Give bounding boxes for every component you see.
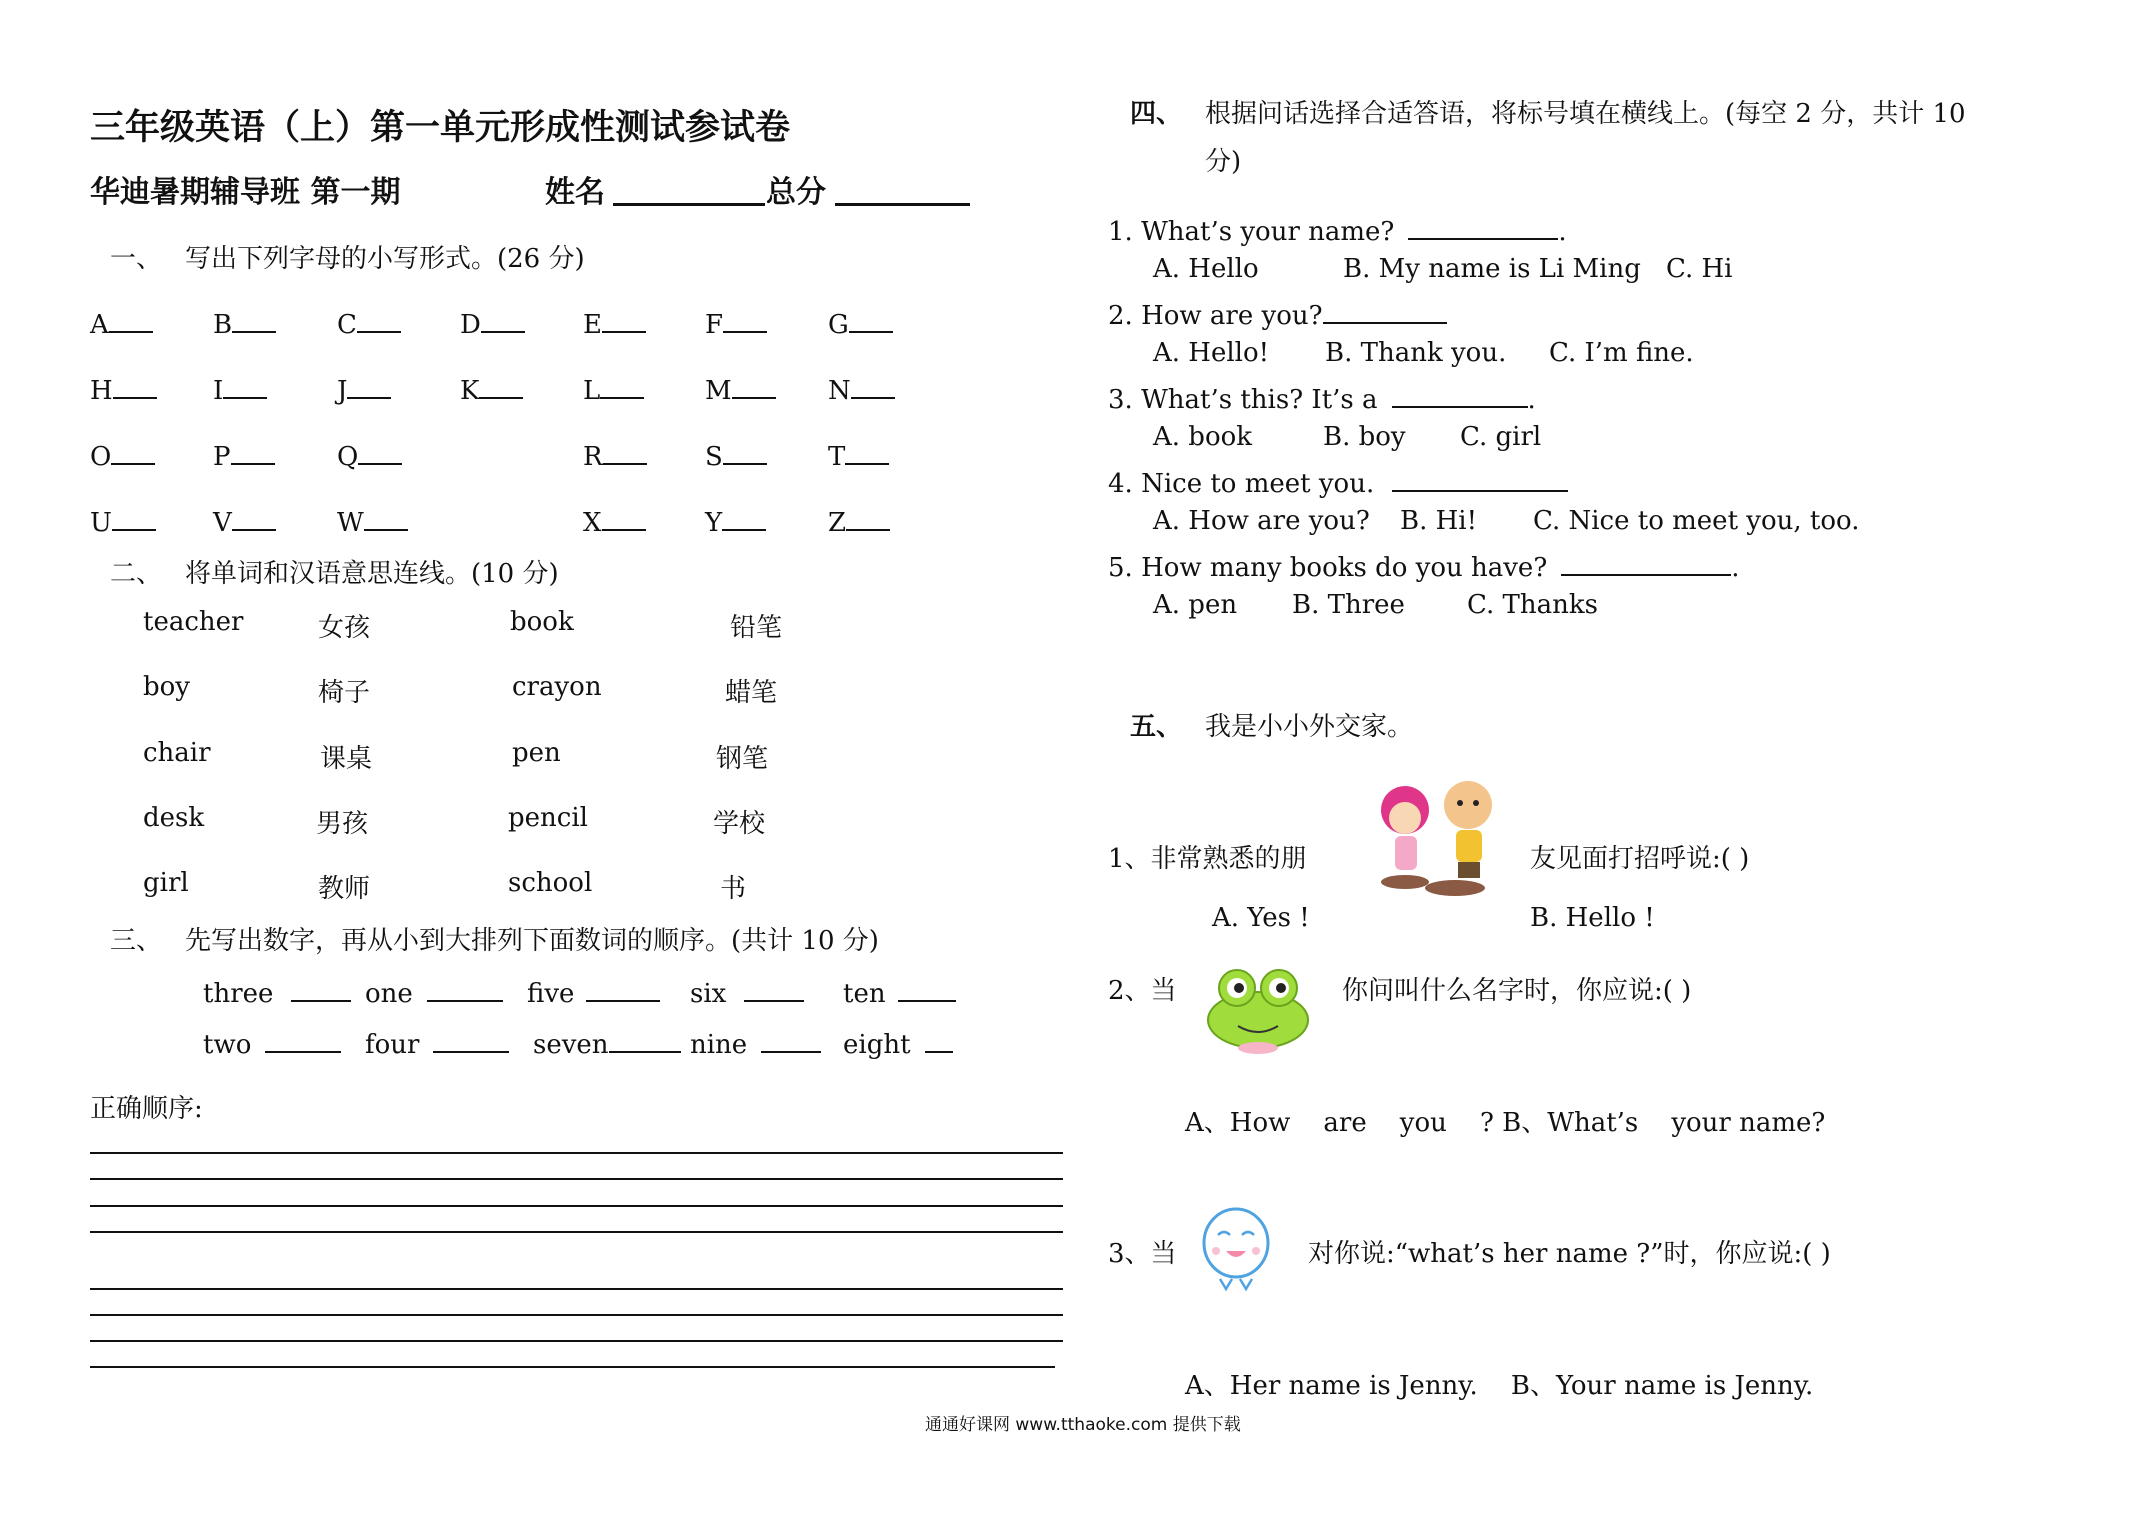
- section4-heading-1: 根据问话选择合适答语，将标号填在横线上。(每空 2 分，共计 10: [1205, 99, 1966, 129]
- letter-L: [583, 371, 644, 406]
- letter-blank[interactable]: [358, 437, 402, 465]
- letter-N: [828, 371, 895, 406]
- number-word: five: [527, 979, 575, 1009]
- match-word[interactable]: 课桌: [320, 744, 373, 774]
- match-word[interactable]: book: [510, 607, 574, 637]
- section3-heading: 先写出数字，再从小到大排列下面数词的顺序。(共计 10 分): [185, 926, 879, 956]
- number-word-item: [533, 1025, 681, 1060]
- section5-heading: 我是小小外交家。: [1205, 712, 1414, 742]
- letter-blank[interactable]: [364, 503, 408, 531]
- number-word: three: [203, 979, 274, 1009]
- q5-3-options: A、Her name is Jenny. B、Your name is Jenny.: [1185, 1371, 1814, 1401]
- letter-blank[interactable]: [481, 305, 525, 333]
- match-word[interactable]: pencil: [508, 803, 588, 833]
- answer-line-8[interactable]: [90, 1366, 1055, 1368]
- q4-2-text: 2. How are you?: [1108, 301, 1323, 331]
- letter-U: [90, 503, 156, 538]
- section2-heading: 将单词和汉语意思连线。(10 分): [185, 559, 559, 589]
- q5-1-text-b: 友见面打招呼说:( ): [1530, 844, 1750, 874]
- letter-P: [213, 437, 275, 472]
- match-word[interactable]: boy: [143, 672, 190, 702]
- q5-1-opt-b: B. Hello !: [1530, 903, 1655, 933]
- q4-3-opt-a: A. book: [1153, 422, 1253, 452]
- q4-5-opt-b: B. Three: [1292, 590, 1405, 620]
- answer-line-7[interactable]: [90, 1340, 1063, 1342]
- q4-5-opt-c: C. Thanks: [1467, 590, 1598, 620]
- letter-blank[interactable]: [723, 437, 767, 465]
- snow-character-image: [1196, 1195, 1276, 1295]
- letter-blank[interactable]: [223, 371, 267, 399]
- letter-label: M: [705, 376, 732, 406]
- number-blank[interactable]: [265, 1025, 341, 1053]
- q4-1-text: 1. What’s your name?: [1108, 217, 1395, 247]
- letter-blank[interactable]: [113, 371, 157, 399]
- q4-4-opt-c: C. Nice to meet you, too.: [1533, 506, 1860, 536]
- number-word-item: [843, 1025, 953, 1060]
- q4-5-opt-a: A. pen: [1153, 590, 1238, 620]
- number-word: one: [365, 979, 413, 1009]
- number-blank[interactable]: [609, 1025, 681, 1053]
- letter-blank[interactable]: [723, 305, 767, 333]
- letter-S: [705, 437, 767, 472]
- q4-2-blank[interactable]: [1323, 296, 1447, 324]
- letter-K: [460, 371, 523, 406]
- q4-3-opt-b: B. boy: [1323, 422, 1406, 452]
- match-word[interactable]: teacher: [143, 607, 244, 637]
- section1-num: 一、: [110, 244, 163, 274]
- letter-label: Y: [705, 508, 723, 538]
- q4-4-opt-a: A. How are you?: [1153, 506, 1370, 536]
- match-word[interactable]: 书: [720, 874, 747, 904]
- letter-blank[interactable]: [851, 371, 895, 399]
- match-word[interactable]: 教师: [318, 874, 371, 904]
- match-word[interactable]: school: [508, 868, 593, 898]
- letter-label: I: [213, 376, 224, 406]
- letter-D: [460, 305, 525, 340]
- q4-1-opt-a: A. Hello: [1153, 254, 1259, 284]
- letter-R: [583, 437, 647, 472]
- letter-Y: [705, 503, 766, 538]
- q4-1-opt-b: B. My name is Li Ming: [1343, 254, 1641, 284]
- letter-blank[interactable]: [845, 437, 889, 465]
- letter-label: V: [213, 508, 232, 538]
- letter-G: [828, 305, 893, 340]
- number-word-item: [527, 974, 660, 1009]
- section1-heading: 写出下列字母的小写形式。(26 分): [185, 244, 585, 274]
- letter-label: O: [90, 442, 112, 472]
- page-title: 三年级英语（上）第一单元形成性测试参试卷: [90, 107, 791, 148]
- number-word-item: [365, 1025, 509, 1060]
- number-word-item: [203, 1025, 341, 1060]
- letter-label: X: [583, 508, 602, 538]
- letter-blank[interactable]: [231, 437, 275, 465]
- q5-3-text-a: 3、当: [1108, 1239, 1177, 1269]
- letter-blank[interactable]: [602, 503, 646, 531]
- q5-1-text-a: 1、非常熟悉的朋: [1108, 844, 1307, 874]
- answer-line-5[interactable]: [90, 1288, 1063, 1290]
- match-word[interactable]: 铅笔: [730, 613, 783, 643]
- number-word-item: [843, 974, 956, 1009]
- letter-W: [337, 503, 408, 538]
- number-blank[interactable]: [898, 974, 956, 1002]
- letter-label: H: [90, 376, 113, 406]
- number-blank[interactable]: [433, 1025, 509, 1053]
- q5-2-text-a: 2、当: [1108, 976, 1177, 1006]
- kids-greeting-image: [1360, 770, 1520, 910]
- number-word: six: [690, 979, 727, 1009]
- number-blank[interactable]: [291, 974, 351, 1002]
- letter-label: S: [705, 442, 723, 472]
- letter-label: P: [213, 442, 231, 472]
- section5-num: 五、: [1130, 712, 1183, 742]
- answer-line-1[interactable]: [90, 1152, 1063, 1154]
- frog-image: [1202, 960, 1317, 1055]
- letter-blank[interactable]: [479, 371, 523, 399]
- q4-1-opt-c: C. Hi: [1666, 254, 1733, 284]
- q4-2: [1108, 296, 1447, 331]
- letter-F: [705, 305, 767, 340]
- q4-3-text: 3. What’s this? It’s a: [1108, 385, 1378, 415]
- number-word-item: [690, 974, 804, 1009]
- letter-label: Q: [337, 442, 359, 472]
- match-word[interactable]: 钢笔: [716, 744, 769, 774]
- class-label: 华迪暑期辅导班 第一期: [90, 175, 401, 210]
- letter-label: Z: [828, 508, 847, 538]
- q5-1-opt-a: A. Yes !: [1212, 903, 1310, 933]
- letter-T: [828, 437, 889, 472]
- number-word: ten: [843, 979, 886, 1009]
- letter-blank[interactable]: [846, 503, 890, 531]
- letter-B: [213, 305, 276, 340]
- name-label: 姓名: [545, 175, 605, 210]
- letter-O: [90, 437, 155, 472]
- letter-blank[interactable]: [602, 305, 646, 333]
- q4-5: 5. How many books do you have? .: [1108, 548, 1740, 583]
- letter-label: W: [337, 508, 364, 538]
- answer-line-2[interactable]: [90, 1178, 1063, 1180]
- match-word[interactable]: chair: [143, 738, 211, 768]
- number-word: four: [365, 1030, 420, 1060]
- section3-num: 三、: [110, 926, 163, 956]
- footer-credit: 通通好课网 www.tthaoke.com 提供下载: [925, 1415, 1241, 1435]
- number-word: two: [203, 1030, 252, 1060]
- score-label: 总分: [766, 175, 826, 210]
- letter-blank[interactable]: [109, 305, 153, 333]
- letter-blank[interactable]: [603, 437, 647, 465]
- score-blank[interactable]: [835, 173, 970, 206]
- letter-label: B: [213, 310, 233, 340]
- q4-1-blank[interactable]: [1408, 212, 1558, 240]
- letter-Z: [828, 503, 890, 538]
- q4-5-text: 5. How many books do you have?: [1108, 553, 1548, 583]
- number-word: eight: [843, 1030, 911, 1060]
- letter-blank[interactable]: [722, 503, 766, 531]
- number-word: nine: [690, 1030, 748, 1060]
- match-word[interactable]: 蜡笔: [725, 678, 778, 708]
- letter-label: A: [90, 310, 109, 340]
- number-blank[interactable]: [427, 974, 503, 1002]
- match-word[interactable]: pen: [512, 738, 561, 768]
- q4-1: 1. What’s your name? .: [1108, 212, 1567, 247]
- letter-E: [583, 305, 646, 340]
- q4-3-blank[interactable]: [1392, 380, 1528, 408]
- q4-4-text: 4. Nice to meet you.: [1108, 469, 1375, 499]
- number-blank[interactable]: [761, 1025, 821, 1053]
- q4-3: 3. What’s this? It’s a .: [1108, 380, 1536, 415]
- name-blank[interactable]: [613, 173, 765, 206]
- answer-line-3[interactable]: [90, 1205, 1063, 1207]
- match-word[interactable]: 学校: [713, 809, 766, 839]
- letter-label: J: [337, 376, 348, 406]
- match-word[interactable]: 男孩: [316, 809, 369, 839]
- letter-label: N: [828, 376, 851, 406]
- number-word-item: [203, 974, 351, 1009]
- letter-label: G: [828, 310, 849, 340]
- q4-4-blank[interactable]: [1392, 464, 1568, 492]
- number-blank[interactable]: [925, 1025, 953, 1053]
- letter-label: F: [705, 310, 724, 340]
- letter-I: [213, 371, 267, 406]
- letter-H: [90, 371, 157, 406]
- q4-2-opt-a: A. Hello!: [1153, 338, 1270, 368]
- section2-num: 二、: [110, 559, 163, 589]
- match-word[interactable]: girl: [143, 868, 189, 898]
- letter-Q: [337, 437, 402, 472]
- letter-X: [583, 503, 646, 538]
- letter-A: [90, 305, 153, 340]
- q4-4-opt-b: B. Hi!: [1400, 506, 1478, 536]
- letter-blank[interactable]: [357, 305, 401, 333]
- q4-3-opt-c: C. girl: [1460, 422, 1542, 452]
- q5-3-text-b: 对你说:“what’s her name ?”时，你应说:( ): [1308, 1239, 1831, 1269]
- letter-label: C: [337, 310, 357, 340]
- q4-4: [1108, 464, 1568, 499]
- letter-label: D: [460, 310, 481, 340]
- letter-label: T: [828, 442, 846, 472]
- order-label: 正确顺序:: [90, 1094, 203, 1124]
- number-word-item: [365, 974, 503, 1009]
- letter-blank[interactable]: [849, 305, 893, 333]
- letter-V: [213, 503, 276, 538]
- match-word[interactable]: 椅子: [318, 678, 371, 708]
- section4-num: 四、: [1130, 99, 1183, 129]
- section4-heading-2: 分): [1205, 147, 1242, 177]
- answer-line-6[interactable]: [90, 1314, 1063, 1316]
- letter-label: K: [460, 376, 480, 406]
- q4-5-blank[interactable]: [1561, 548, 1731, 576]
- letter-label: U: [90, 508, 112, 538]
- letter-blank[interactable]: [112, 503, 156, 531]
- letter-label: E: [583, 310, 602, 340]
- q4-2-opt-c: C. I’m fine.: [1549, 338, 1694, 368]
- q4-2-opt-b: B. Thank you.: [1325, 338, 1507, 368]
- match-word[interactable]: desk: [143, 803, 205, 833]
- letter-blank[interactable]: [111, 437, 155, 465]
- letter-blank[interactable]: [347, 371, 391, 399]
- letter-blank[interactable]: [232, 503, 276, 531]
- letter-blank[interactable]: [232, 305, 276, 333]
- number-blank[interactable]: [586, 974, 660, 1002]
- number-word-item: [690, 1025, 821, 1060]
- letter-label: L: [583, 376, 601, 406]
- letter-J: [337, 371, 391, 406]
- match-word[interactable]: crayon: [512, 672, 602, 702]
- letter-C: [337, 305, 401, 340]
- number-word: seven: [533, 1030, 609, 1060]
- answer-line-4[interactable]: [90, 1231, 1063, 1233]
- letter-M: [705, 371, 776, 406]
- letter-blank[interactable]: [732, 371, 776, 399]
- q5-2-options: A、How are you ? B、What’s your name?: [1185, 1108, 1826, 1138]
- letter-label: R: [583, 442, 603, 472]
- match-word[interactable]: 女孩: [318, 613, 371, 643]
- letter-blank[interactable]: [600, 371, 644, 399]
- number-blank[interactable]: [744, 974, 804, 1002]
- q5-2-text-b: 你问叫什么名字时，你应说:( ): [1342, 976, 1692, 1006]
